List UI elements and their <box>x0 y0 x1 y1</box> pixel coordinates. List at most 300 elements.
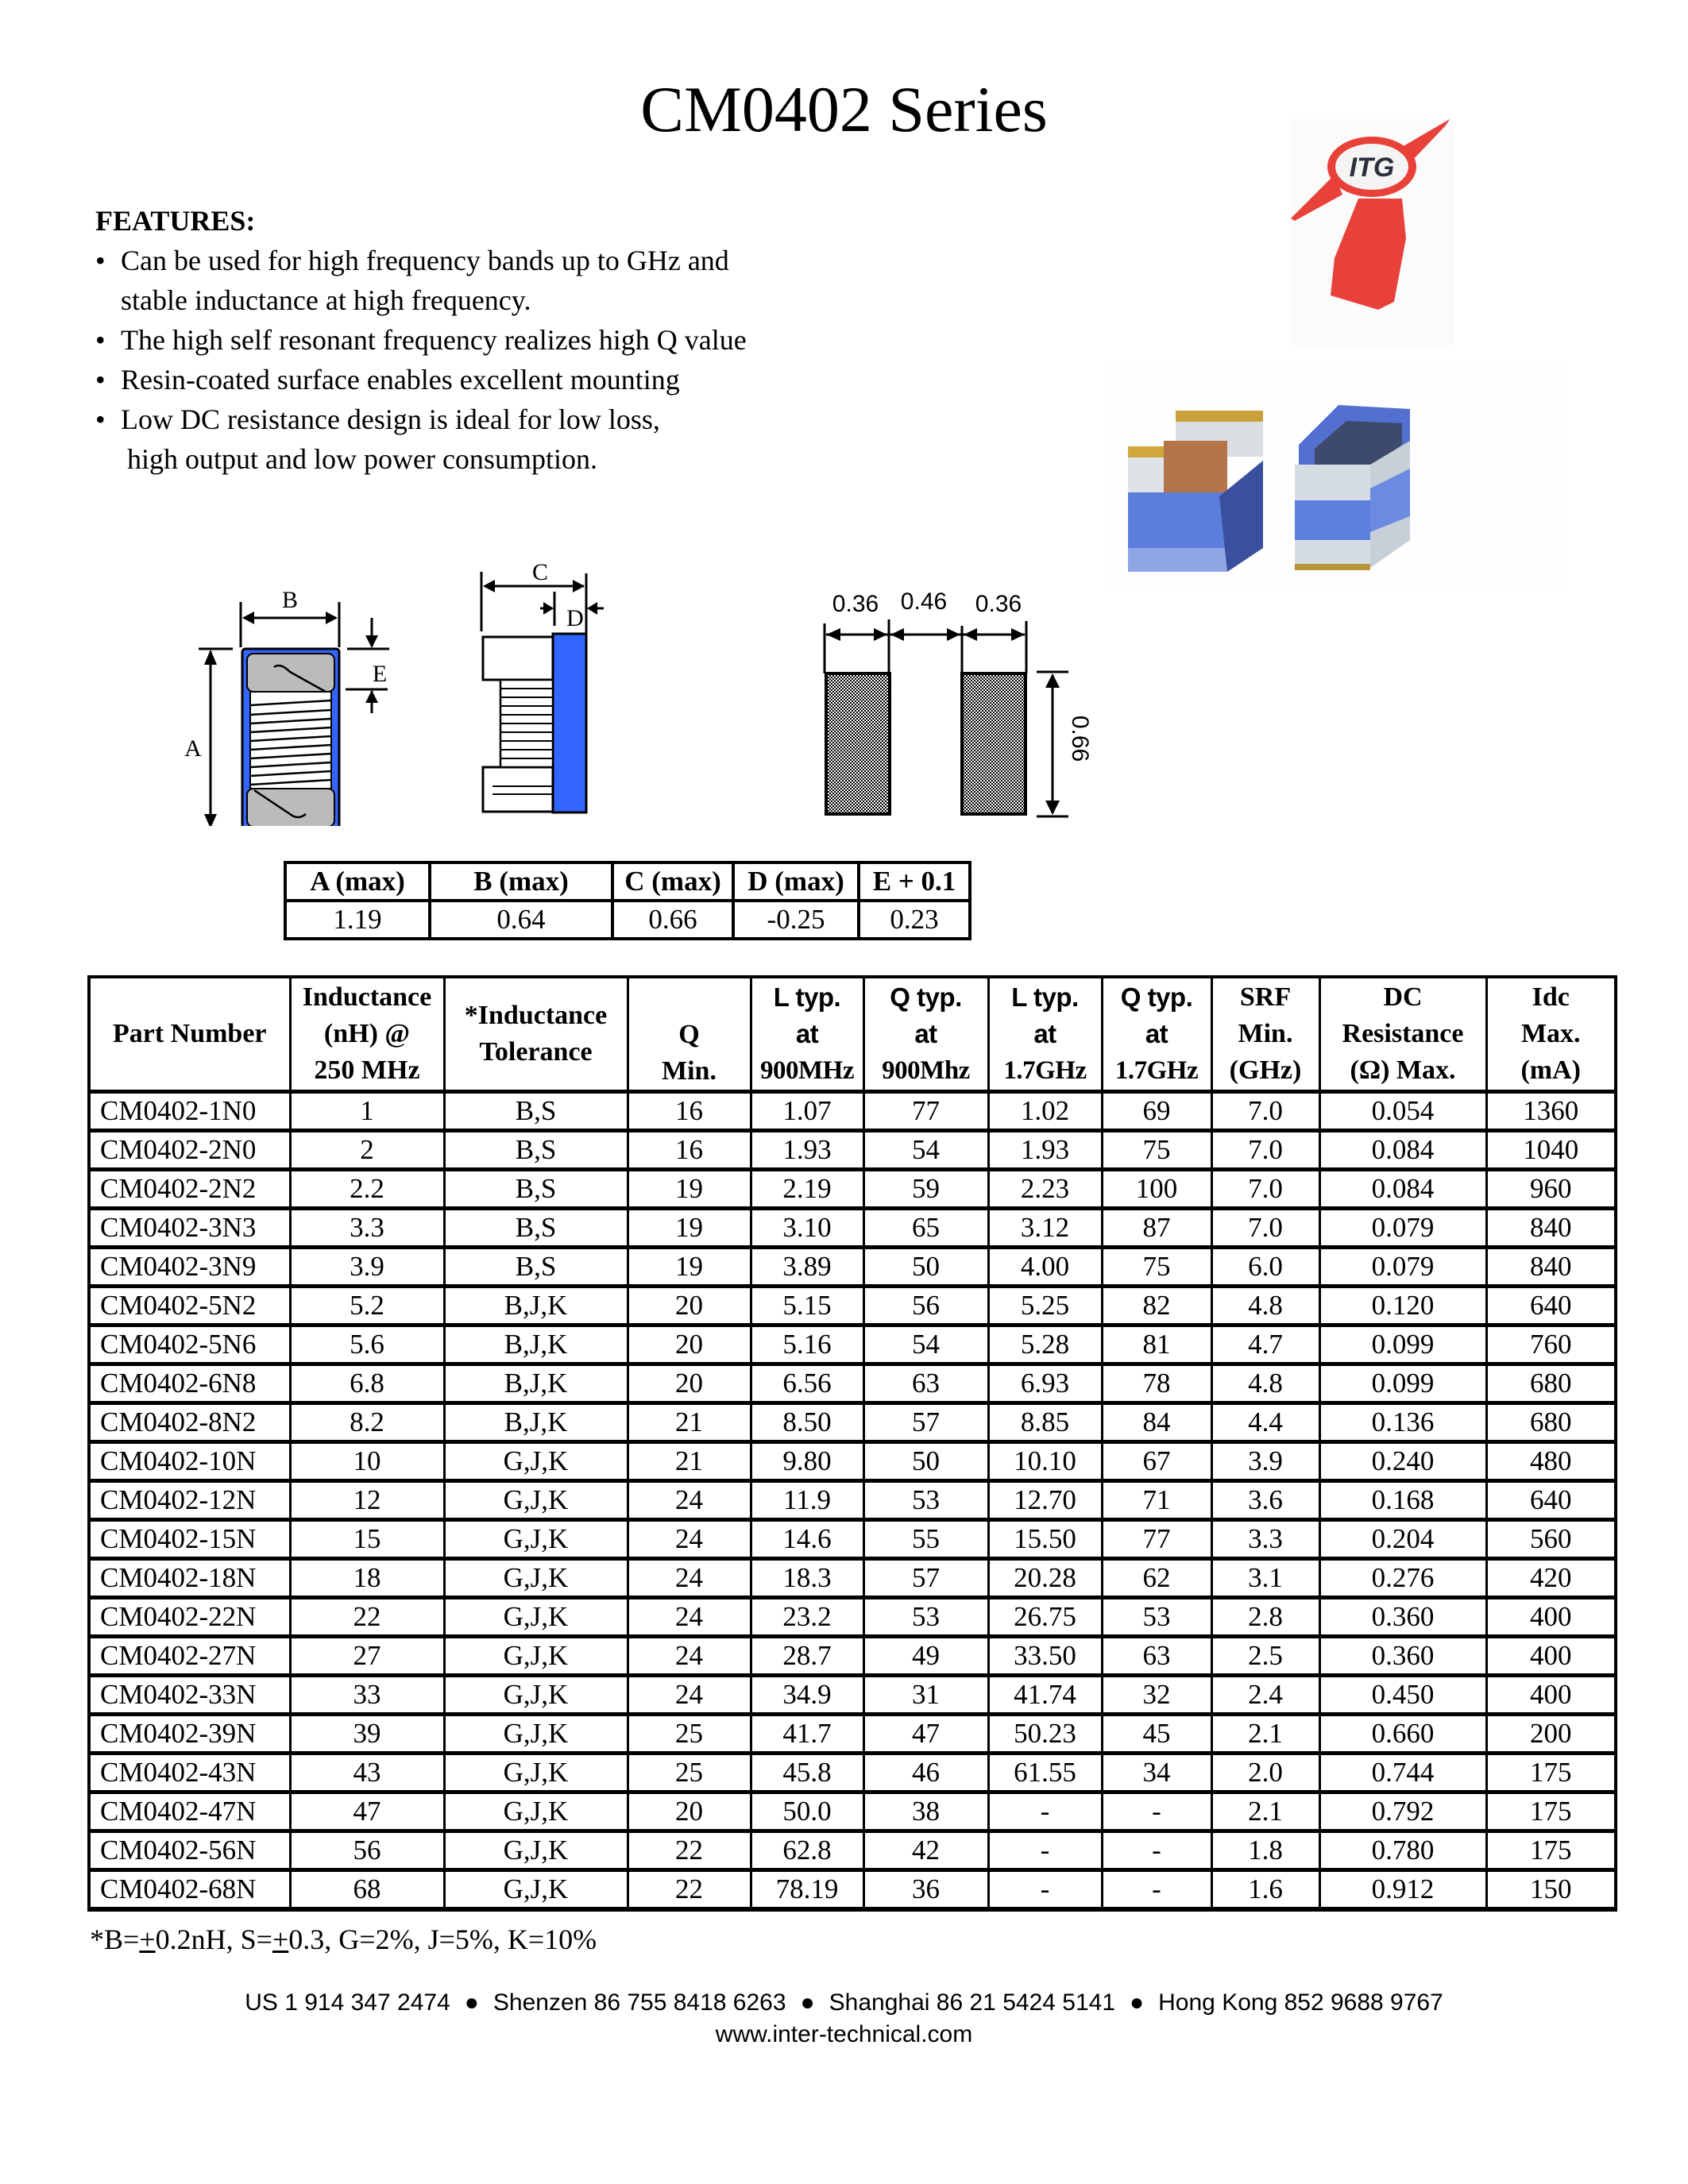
column-header <box>988 977 1102 1092</box>
cell-tolerance: B,J,K <box>444 1403 628 1442</box>
arrow-icon <box>326 612 338 624</box>
cell-q-1-7ghz: - <box>1102 1831 1211 1870</box>
cell-l-900mhz: 1.93 <box>751 1131 863 1170</box>
cell-l-1-7ghz: 6.93 <box>988 1364 1102 1403</box>
arrow-icon <box>204 650 217 665</box>
feature-item <box>95 320 890 360</box>
cell-inductance: 2.2 <box>290 1170 444 1209</box>
cell-part-number: CM0402-10N <box>89 1442 290 1481</box>
feature-text: Low DC resistance design is ideal for low loss, <box>121 403 660 435</box>
cell-tolerance: B,S <box>444 1209 628 1248</box>
cell-q-min: 24 <box>628 1676 751 1715</box>
cell-inductance: 2 <box>290 1131 444 1170</box>
dim-value-e: 0.23 <box>859 901 970 939</box>
side-blue-cap <box>553 634 586 812</box>
cell-q-900mhz: 55 <box>863 1520 988 1559</box>
cell-srf-min: 2.1 <box>1211 1792 1319 1831</box>
cell-q-min: 25 <box>628 1715 751 1754</box>
cell-tolerance: B,J,K <box>444 1364 628 1403</box>
feature-item <box>95 360 890 399</box>
cell-srf-min: 1.6 <box>1211 1870 1319 1910</box>
cell-dc-resistance: 0.240 <box>1319 1442 1486 1481</box>
table-row <box>89 1170 1616 1209</box>
side-terminal-bottom <box>483 767 553 812</box>
dim-header-b: B (max) <box>430 862 612 901</box>
column-header-line: (GHz) <box>1229 1055 1302 1085</box>
table-row <box>89 1598 1616 1637</box>
cell-part-number: CM0402-47N <box>89 1792 290 1831</box>
table-row <box>89 1442 1616 1481</box>
cell-tolerance: B,J,K <box>444 1287 628 1325</box>
contact-shenzen: Shenzen 86 755 8418 6263 <box>492 1989 786 2016</box>
cell-tolerance: G,J,K <box>444 1870 628 1910</box>
cell-q-min: 24 <box>628 1520 751 1559</box>
feature-text: Can be used for high frequency bands up to GHz and <box>121 245 729 276</box>
contact-shanghai: Shanghai 86 21 5424 5141 <box>829 1989 1116 2016</box>
cell-q-1-7ghz: 84 <box>1102 1403 1211 1442</box>
cell-l-900mhz: 5.15 <box>751 1287 863 1325</box>
footnote-mid: 0.2nH, S= <box>155 1924 272 1955</box>
cell-q-1-7ghz: 78 <box>1102 1364 1211 1403</box>
cell-srf-min: 6.0 <box>1211 1248 1319 1287</box>
cell-srf-min: 4.4 <box>1211 1403 1319 1442</box>
label-b: B <box>281 587 299 613</box>
cell-idc-max: 200 <box>1486 1715 1616 1754</box>
dimension-table <box>284 861 971 940</box>
cell-q-1-7ghz: 45 <box>1102 1715 1211 1754</box>
arrow-icon <box>1045 673 1060 688</box>
cell-q-1-7ghz: 62 <box>1102 1559 1211 1598</box>
cell-dc-resistance: 0.099 <box>1319 1325 1486 1364</box>
cell-q-900mhz: 38 <box>863 1792 988 1831</box>
cell-srf-min: 7.0 <box>1211 1092 1319 1131</box>
cell-inductance: 5.2 <box>290 1287 444 1325</box>
cell-part-number: CM0402-2N0 <box>89 1131 290 1170</box>
cell-q-min: 24 <box>628 1598 751 1637</box>
cell-l-1-7ghz: 2.23 <box>988 1170 1102 1209</box>
cell-q-1-7ghz: 69 <box>1102 1092 1211 1131</box>
cell-idc-max: 175 <box>1486 1754 1616 1792</box>
cell-q-min: 20 <box>628 1325 751 1364</box>
cell-tolerance: G,J,K <box>444 1715 628 1754</box>
arrow-icon <box>874 628 887 641</box>
separator-dot-icon: ● <box>464 1989 479 2016</box>
cell-tolerance: G,J,K <box>444 1831 628 1870</box>
cell-q-min: 24 <box>628 1481 751 1520</box>
dim-header-a: A (max) <box>285 862 430 901</box>
dim-header-c: C (max) <box>612 862 733 901</box>
cell-idc-max: 1360 <box>1486 1092 1616 1131</box>
cell-tolerance: G,J,K <box>444 1792 628 1831</box>
cell-l-900mhz: 34.9 <box>751 1676 863 1715</box>
cell-l-900mhz: 14.6 <box>751 1520 863 1559</box>
arrow-icon <box>1011 628 1025 641</box>
column-header-line: L typ. <box>773 982 841 1012</box>
bullet-icon: • <box>95 245 106 276</box>
cell-q-900mhz: 50 <box>863 1248 988 1287</box>
cell-q-min: 25 <box>628 1754 751 1792</box>
cell-tolerance: G,J,K <box>444 1559 628 1598</box>
cell-q-1-7ghz: 77 <box>1102 1520 1211 1559</box>
cell-l-900mhz: 28.7 <box>751 1637 863 1676</box>
land-pattern-drawing <box>810 580 1112 826</box>
table-row <box>89 1481 1616 1520</box>
cell-dc-resistance: 0.276 <box>1319 1559 1486 1598</box>
cell-l-1-7ghz: 4.00 <box>988 1248 1102 1287</box>
cell-dc-resistance: 0.660 <box>1319 1715 1486 1754</box>
plus-minus-icon: + <box>272 1924 289 1955</box>
column-header <box>444 977 628 1092</box>
cell-dc-resistance: 0.084 <box>1319 1131 1486 1170</box>
cell-l-1-7ghz: - <box>988 1870 1102 1910</box>
column-header-line: Inductance <box>302 982 432 1012</box>
table-row <box>89 1870 1616 1910</box>
cell-part-number: CM0402-39N <box>89 1715 290 1754</box>
cell-inductance: 39 <box>290 1715 444 1754</box>
column-header-line: at <box>914 1019 937 1048</box>
plus-minus-icon: + <box>139 1924 156 1955</box>
cell-l-900mhz: 18.3 <box>751 1559 863 1598</box>
table-row <box>89 1831 1616 1870</box>
dim-value-c: 0.66 <box>612 901 733 939</box>
cell-dc-resistance: 0.054 <box>1319 1092 1486 1131</box>
product-photo <box>1108 361 1569 592</box>
arrow-icon <box>365 690 378 703</box>
cell-part-number: CM0402-18N <box>89 1559 290 1598</box>
cell-q-min: 16 <box>628 1092 751 1131</box>
table-row <box>89 1209 1616 1248</box>
dimension-header-row <box>285 862 970 901</box>
dimension-value-row <box>285 901 970 939</box>
cell-q-min: 21 <box>628 1442 751 1481</box>
cell-l-1-7ghz: - <box>988 1831 1102 1870</box>
cell-q-1-7ghz: 32 <box>1102 1676 1211 1715</box>
cell-inductance: 10 <box>290 1442 444 1481</box>
cell-inductance: 12 <box>290 1481 444 1520</box>
front-view-drawing <box>171 572 457 826</box>
tolerance-footnote <box>90 1922 597 1957</box>
side-terminal-top <box>483 637 553 680</box>
table-row <box>89 1287 1616 1325</box>
cell-q-900mhz: 46 <box>863 1754 988 1792</box>
column-header-line: (Ω) Max. <box>1350 1055 1456 1085</box>
label-pad-gap: 0.46 <box>900 588 948 615</box>
bullet-icon: • <box>95 324 106 356</box>
cell-part-number: CM0402-33N <box>89 1676 290 1715</box>
label-c: C <box>531 559 549 585</box>
cell-inductance: 3.9 <box>290 1248 444 1287</box>
cell-part-number: CM0402-6N8 <box>89 1364 290 1403</box>
cell-q-1-7ghz: 75 <box>1102 1131 1211 1170</box>
table-row <box>89 1325 1616 1364</box>
bullet-icon: • <box>95 364 106 396</box>
cell-idc-max: 640 <box>1486 1481 1616 1520</box>
cell-dc-resistance: 0.079 <box>1319 1248 1486 1287</box>
cell-q-1-7ghz: 75 <box>1102 1248 1211 1287</box>
column-header-line: at <box>795 1019 819 1048</box>
features-list <box>95 241 890 479</box>
cell-q-900mhz: 31 <box>863 1676 988 1715</box>
cell-q-1-7ghz: 100 <box>1102 1170 1211 1209</box>
footnote-rest: 0.3, G=2%, J=5%, K=10% <box>288 1924 597 1955</box>
cell-idc-max: 150 <box>1486 1870 1616 1910</box>
cell-l-900mhz: 6.56 <box>751 1364 863 1403</box>
cell-idc-max: 640 <box>1486 1287 1616 1325</box>
cell-l-900mhz: 62.8 <box>751 1831 863 1870</box>
cell-q-1-7ghz: 63 <box>1102 1637 1211 1676</box>
arrow-icon <box>204 814 217 826</box>
cell-q-900mhz: 65 <box>863 1209 988 1248</box>
cell-part-number: CM0402-8N2 <box>89 1403 290 1442</box>
cell-l-1-7ghz: 41.74 <box>988 1676 1102 1715</box>
column-header-line: 250 MHz <box>314 1055 420 1085</box>
cell-inductance: 5.6 <box>290 1325 444 1364</box>
contact-us: US 1 914 347 2474 <box>245 1989 450 2016</box>
cell-q-900mhz: 50 <box>863 1442 988 1481</box>
arrow-icon <box>483 580 495 592</box>
cell-part-number: CM0402-5N6 <box>89 1325 290 1364</box>
cell-dc-resistance: 0.079 <box>1319 1209 1486 1248</box>
cell-l-900mhz: 50.0 <box>751 1792 863 1831</box>
column-header <box>1211 977 1319 1092</box>
cell-l-900mhz: 41.7 <box>751 1715 863 1754</box>
cell-part-number: CM0402-43N <box>89 1754 290 1792</box>
cell-inductance: 3.3 <box>290 1209 444 1248</box>
column-header-line: 1.7GHz <box>1114 1056 1199 1085</box>
cell-l-1-7ghz: 1.93 <box>988 1131 1102 1170</box>
cell-q-min: 20 <box>628 1287 751 1325</box>
cell-q-min: 20 <box>628 1364 751 1403</box>
contact-line <box>0 1988 1688 2018</box>
cell-q-900mhz: 63 <box>863 1364 988 1403</box>
cell-part-number: CM0402-22N <box>89 1598 290 1637</box>
cell-inductance: 56 <box>290 1831 444 1870</box>
cell-q-900mhz: 59 <box>863 1170 988 1209</box>
cell-q-900mhz: 36 <box>863 1870 988 1910</box>
table-row <box>89 1131 1616 1170</box>
cell-part-number: CM0402-15N <box>89 1520 290 1559</box>
feature-text: Resin-coated surface enables excellent mounting <box>121 364 680 396</box>
cell-l-900mhz: 9.80 <box>751 1442 863 1481</box>
side-view-drawing <box>461 556 635 826</box>
arrow-icon <box>543 602 554 615</box>
cell-dc-resistance: 0.168 <box>1319 1481 1486 1520</box>
footnote-prefix: *B= <box>90 1924 140 1955</box>
column-header <box>89 977 290 1092</box>
cell-q-min: 19 <box>628 1170 751 1209</box>
cell-l-1-7ghz: 1.02 <box>988 1092 1102 1131</box>
cell-l-1-7ghz: - <box>988 1792 1102 1831</box>
cell-part-number: CM0402-3N3 <box>89 1209 290 1248</box>
table-row <box>89 1715 1616 1754</box>
cell-tolerance: G,J,K <box>444 1442 628 1481</box>
column-header-line: Resistance <box>1342 1019 1464 1048</box>
column-header-line: at <box>1145 1019 1168 1048</box>
label-pad-width-right: 0.36 <box>975 591 1022 617</box>
arrow-icon <box>826 628 840 641</box>
column-header <box>1486 977 1616 1092</box>
column-header-line: Part Number <box>112 1019 267 1048</box>
cell-l-1-7ghz: 10.10 <box>988 1442 1102 1481</box>
cell-inductance: 43 <box>290 1754 444 1792</box>
cell-l-1-7ghz: 50.23 <box>988 1715 1102 1754</box>
cell-srf-min: 3.3 <box>1211 1520 1319 1559</box>
cell-q-1-7ghz: 67 <box>1102 1442 1211 1481</box>
cell-q-1-7ghz: 81 <box>1102 1325 1211 1364</box>
column-header <box>751 977 863 1092</box>
label-e: E <box>372 661 388 687</box>
cell-idc-max: 175 <box>1486 1831 1616 1870</box>
cell-srf-min: 3.6 <box>1211 1481 1319 1520</box>
cell-srf-min: 1.8 <box>1211 1831 1319 1870</box>
table-row <box>89 1637 1616 1676</box>
cell-part-number: CM0402-27N <box>89 1637 290 1676</box>
cell-q-900mhz: 42 <box>863 1831 988 1870</box>
cell-q-900mhz: 54 <box>863 1131 988 1170</box>
cell-srf-min: 4.7 <box>1211 1325 1319 1364</box>
cell-srf-min: 4.8 <box>1211 1287 1319 1325</box>
cell-tolerance: B,S <box>444 1170 628 1209</box>
cell-part-number: CM0402-5N2 <box>89 1287 290 1325</box>
arrow-icon <box>964 628 977 641</box>
label-d: D <box>566 605 584 631</box>
cell-inductance: 47 <box>290 1792 444 1831</box>
column-header-line: 1.7GHz <box>1003 1056 1087 1085</box>
arrow-icon <box>947 628 960 641</box>
cell-inductance: 1 <box>290 1092 444 1131</box>
cell-l-900mhz: 5.16 <box>751 1325 863 1364</box>
label-pad-width-left: 0.36 <box>832 591 879 617</box>
cell-q-min: 19 <box>628 1248 751 1287</box>
cell-q-900mhz: 49 <box>863 1637 988 1676</box>
dim-value-b: 0.64 <box>430 901 612 939</box>
cell-q-min: 22 <box>628 1870 751 1910</box>
spec-table-body <box>89 1092 1616 1910</box>
cell-inductance: 6.8 <box>290 1364 444 1403</box>
column-header <box>1102 977 1211 1092</box>
table-row <box>89 1092 1616 1131</box>
cell-q-900mhz: 53 <box>863 1598 988 1637</box>
table-row <box>89 1676 1616 1715</box>
cell-q-1-7ghz: 71 <box>1102 1481 1211 1520</box>
cell-q-1-7ghz: 34 <box>1102 1754 1211 1792</box>
table-row <box>89 1559 1616 1598</box>
column-header-line: SRF <box>1239 982 1292 1012</box>
cell-q-min: 16 <box>628 1131 751 1170</box>
cell-l-900mhz: 3.10 <box>751 1209 863 1248</box>
cell-l-900mhz: 1.07 <box>751 1092 863 1131</box>
cell-q-1-7ghz: 82 <box>1102 1287 1211 1325</box>
cell-q-900mhz: 53 <box>863 1481 988 1520</box>
cell-part-number: CM0402-12N <box>89 1481 290 1520</box>
cell-q-min: 20 <box>628 1792 751 1831</box>
arrow-icon <box>573 580 585 592</box>
separator-dot-icon: ● <box>800 1989 815 2016</box>
cell-idc-max: 400 <box>1486 1637 1616 1676</box>
column-header-line: L typ. <box>1011 982 1079 1012</box>
column-header-line: (nH) @ <box>323 1019 411 1048</box>
table-row <box>89 1520 1616 1559</box>
column-header-line: Max. <box>1520 1019 1581 1048</box>
website-link[interactable]: www.inter-technical.com <box>715 2021 973 2047</box>
cell-tolerance: B,J,K <box>444 1325 628 1364</box>
cell-idc-max: 960 <box>1486 1170 1616 1209</box>
feature-item <box>95 241 890 320</box>
spec-header-row <box>89 977 1616 1092</box>
bullet-icon: • <box>95 403 106 435</box>
column-header-line: 900MHz <box>760 1056 854 1085</box>
cell-q-1-7ghz: 53 <box>1102 1598 1211 1637</box>
page-title: CM0402 Series <box>640 73 1048 145</box>
column-header-line: 900Mhz <box>882 1056 970 1085</box>
land-pad-left <box>826 673 890 814</box>
cell-l-900mhz: 23.2 <box>751 1598 863 1637</box>
cell-srf-min: 4.8 <box>1211 1364 1319 1403</box>
cell-l-1-7ghz: 33.50 <box>988 1637 1102 1676</box>
column-header <box>863 977 988 1092</box>
itg-logo <box>1291 119 1454 345</box>
cell-idc-max: 175 <box>1486 1792 1616 1831</box>
cell-q-900mhz: 57 <box>863 1559 988 1598</box>
feature-text-cont: stable inductance at high frequency. <box>121 284 531 316</box>
cell-srf-min: 7.0 <box>1211 1209 1319 1248</box>
cell-inductance: 68 <box>290 1870 444 1910</box>
cell-tolerance: G,J,K <box>444 1754 628 1792</box>
column-header-line: Q typ. <box>890 982 962 1012</box>
cell-idc-max: 840 <box>1486 1248 1616 1287</box>
cell-q-900mhz: 54 <box>863 1325 988 1364</box>
cell-q-min: 22 <box>628 1831 751 1870</box>
cell-dc-resistance: 0.120 <box>1319 1287 1486 1325</box>
cell-l-900mhz: 78.19 <box>751 1870 863 1910</box>
cell-l-900mhz: 3.89 <box>751 1248 863 1287</box>
feature-text: The high self resonant frequency realizes high Q value <box>121 324 747 356</box>
cell-dc-resistance: 0.360 <box>1319 1637 1486 1676</box>
cell-q-900mhz: 57 <box>863 1403 988 1442</box>
column-header-line: Q typ. <box>1120 982 1193 1012</box>
features-section <box>95 201 890 479</box>
cell-tolerance: G,J,K <box>444 1520 628 1559</box>
separator-dot-icon: ● <box>1130 1989 1145 2016</box>
cell-dc-resistance: 0.360 <box>1319 1598 1486 1637</box>
cell-srf-min: 2.1 <box>1211 1715 1319 1754</box>
cell-part-number: CM0402-3N9 <box>89 1248 290 1287</box>
cell-q-900mhz: 77 <box>863 1092 988 1131</box>
column-header-line: Min. <box>662 1056 717 1086</box>
cell-dc-resistance: 0.912 <box>1319 1870 1486 1910</box>
features-heading: FEATURES: <box>95 205 256 237</box>
column-header-line: (mA) <box>1520 1055 1582 1085</box>
column-header-line: DC <box>1383 982 1423 1012</box>
cell-dc-resistance: 0.099 <box>1319 1364 1486 1403</box>
logo-text: ITG <box>1349 152 1395 183</box>
spec-table <box>87 975 1617 1912</box>
cell-part-number: CM0402-56N <box>89 1831 290 1870</box>
cell-srf-min: 2.0 <box>1211 1754 1319 1792</box>
cell-l-1-7ghz: 61.55 <box>988 1754 1102 1792</box>
cell-l-1-7ghz: 5.25 <box>988 1287 1102 1325</box>
dim-value-d: -0.25 <box>733 901 859 939</box>
cell-part-number: CM0402-68N <box>89 1870 290 1910</box>
cell-q-min: 19 <box>628 1209 751 1248</box>
cell-q-1-7ghz: - <box>1102 1870 1211 1910</box>
cell-l-900mhz: 45.8 <box>751 1754 863 1792</box>
cell-srf-min: 7.0 <box>1211 1170 1319 1209</box>
cell-idc-max: 680 <box>1486 1403 1616 1442</box>
cell-tolerance: G,J,K <box>444 1637 628 1676</box>
label-a: A <box>184 735 202 762</box>
cell-q-min: 24 <box>628 1637 751 1676</box>
